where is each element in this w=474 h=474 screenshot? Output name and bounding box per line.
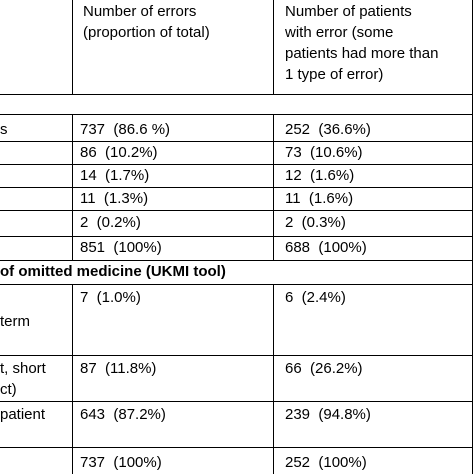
cell-errors: 86 (10.2%) xyxy=(80,144,158,161)
row-label: t, short xyxy=(0,360,46,377)
cell-errors: 2 (0.2%) xyxy=(80,214,141,231)
row-rule xyxy=(0,447,473,448)
column-rule-2 xyxy=(273,0,274,95)
cell-errors: 643 (87.2%) xyxy=(80,406,166,423)
header-patients-line-4: 1 type of error) xyxy=(285,66,384,83)
row-rule xyxy=(0,141,473,142)
row-rule xyxy=(0,164,473,165)
cell-patients: 239 (94.8%) xyxy=(285,406,371,423)
row-rule xyxy=(0,187,473,188)
cell-patients: 252 (36.6%) xyxy=(285,121,371,138)
column-rule-1 xyxy=(72,284,73,474)
header-errors-line-1: Number of errors xyxy=(83,3,197,20)
cell-errors: 7 (1.0%) xyxy=(80,289,141,306)
section-heading: of omitted medicine (UKMI tool) xyxy=(0,263,226,280)
header-patients-line-1: Number of patients xyxy=(285,3,412,20)
cell-errors: 14 (1.7%) xyxy=(80,167,150,184)
row-rule xyxy=(0,210,473,211)
row-rule xyxy=(0,236,473,237)
cell-patients: 12 (1.6%) xyxy=(285,167,355,184)
row-rule xyxy=(0,94,473,95)
cell-errors-total: 851 (100%) xyxy=(80,239,162,256)
column-rule-2 xyxy=(273,284,274,474)
column-rule-3 xyxy=(472,0,473,474)
cell-patients: 2 (0.3%) xyxy=(285,214,346,231)
row-label: ct) xyxy=(0,381,17,398)
header-patients-line-3: patients had more than xyxy=(285,45,439,62)
row-rule xyxy=(0,401,473,402)
cell-errors: 737 (86.6 %) xyxy=(80,121,171,138)
cell-patients-total: 252 (100%) xyxy=(285,454,367,471)
row-label: term xyxy=(0,313,30,330)
cell-errors-total: 737 (100%) xyxy=(80,454,162,471)
row-label: patient xyxy=(0,406,46,423)
row-rule xyxy=(0,284,473,285)
cell-errors: 87 (11.8%) xyxy=(80,360,157,377)
cell-errors: 11 (1.3%) xyxy=(80,190,149,207)
cell-patients-total: 688 (100%) xyxy=(285,239,367,256)
cell-patients: 6 (2.4%) xyxy=(285,289,346,306)
cell-patients: 66 (26.2%) xyxy=(285,360,363,377)
row-rule xyxy=(0,355,473,356)
row-rule xyxy=(0,114,473,115)
cell-patients: 73 (10.6%) xyxy=(285,144,363,161)
header-patients-line-2: with error (some xyxy=(285,24,394,41)
cell-patients: 11 (1.6%) xyxy=(285,190,354,207)
column-rule-1 xyxy=(72,0,73,95)
row-label: s xyxy=(0,121,8,138)
header-errors-line-2: (proportion of total) xyxy=(83,24,210,41)
